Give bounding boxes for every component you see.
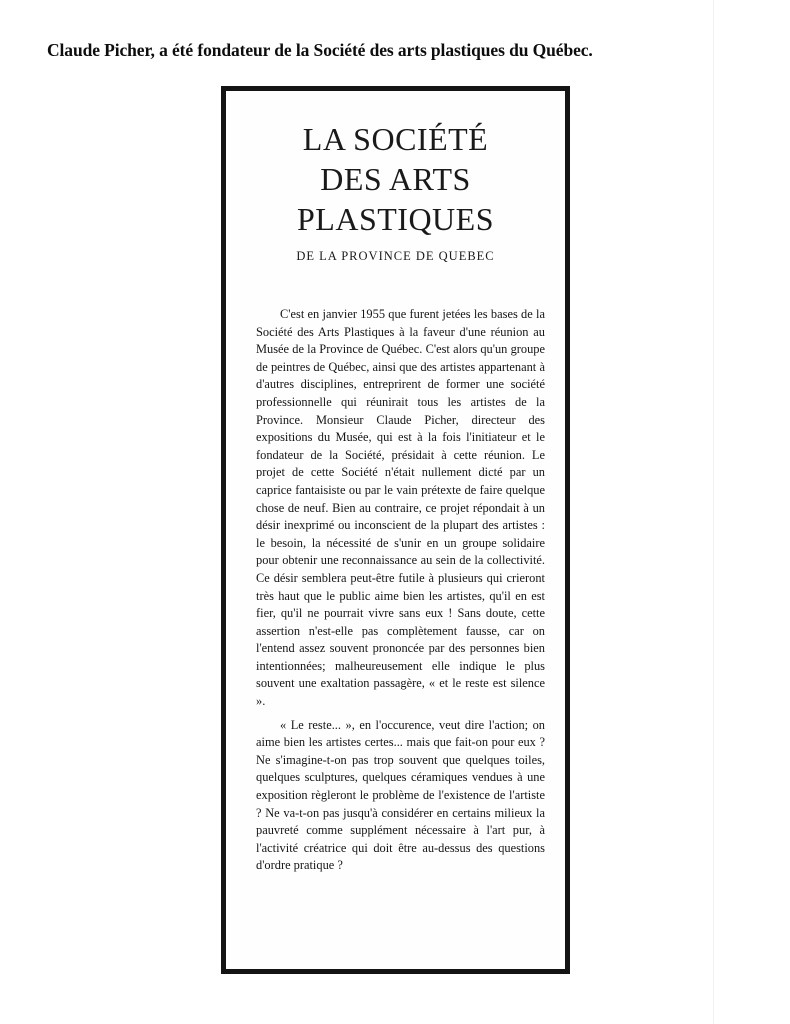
scan-edge-line bbox=[713, 0, 714, 1024]
title-line-1: LA SOCIÉTÉ bbox=[302, 121, 489, 157]
paragraph-1: C'est en janvier 1955 que furent jetées les bases de la Société des Arts Plastiques à la faveur d'une réunion au Musée de la Province de Québec. C'est alors qu'un groupe de peintres de Québec, ainsi que des artistes appartenant à d'autres disciplines, entreprirent de former une société professionnelle qui réunirait tous les artistes de la Province. Monsieur Claude Picher, directeur des expositions du Musée, qui est à la fois l'initiateur et le fondateur de la Société, présidait à cette réunion. Le projet de cette Société n'était nullement dicté par un caprice fantaisiste ou par le vain prétexte de faire quelque chose de neuf. Bien au contraire, ce projet répondait à un désir inexprimé ou inconscient de la plupart des artistes : le besoin, la nécessité de s'unir en un groupe solidaire pour obtenir une reconnaissance au sein de la collectivité. Ce désir semblera peut-être futile à plusieurs qui crieront très haut que le public aime bien les artistes, qu'il en est fier, qu'il ne pourrait vivre sans eux ! Sans doute, cette assertion n'est-elle pas complètement fausse, car on l'entend assez souvent prononcée par des personnes bien intentionnées; malheureusement elle indique le plus souvent une exaltation passagère, « et le reste est silence ». bbox=[256, 307, 545, 709]
page-caption: Claude Picher, a été fondateur de la Société des arts plastiques du Québec. bbox=[47, 40, 593, 60]
article-clipping bbox=[221, 86, 570, 974]
article-title bbox=[226, 91, 565, 239]
paragraph-2: « Le reste... », en l'occurence, veut dire l'action; on aime bien les artistes certes... mais que fait-on pour eux ? Ne s'imagine-t-on pas trop souvent que quelques toiles, quelques sculptures, quelques céramiques vendues à une exposition règleront le problème de l'existence de l'artiste ? Ne va-t-on pas jusqu'à considérer en certains milieux la pauvreté comme supplément nécessaire à l'art pur, à l'activité créatrice qui doit être au-dessus des questions d'ordre pratique ? bbox=[256, 717, 545, 873]
article-body bbox=[256, 306, 545, 881]
title-line-3: PLASTIQUES bbox=[296, 201, 494, 237]
title-line-2: DES ARTS bbox=[320, 161, 471, 197]
article-subtitle: DE LA PROVINCE DE QUEBEC bbox=[296, 249, 495, 263]
